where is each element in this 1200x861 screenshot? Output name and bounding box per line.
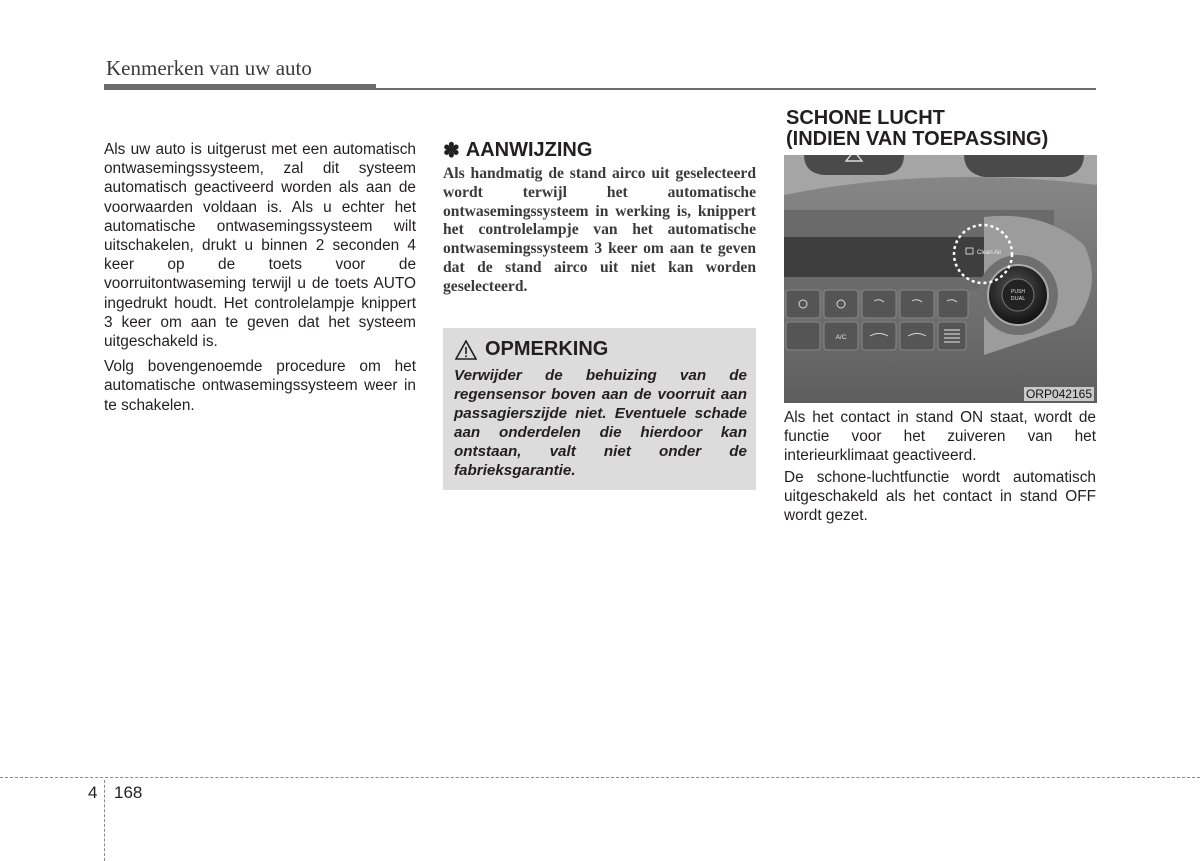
section-heading-line: (INDIEN VAN TOEPASSING) xyxy=(786,128,1049,150)
note-heading xyxy=(443,138,756,163)
footer-divider xyxy=(104,780,105,861)
climate-panel-illustration xyxy=(784,155,1097,403)
header-rule-thick xyxy=(104,84,376,90)
push-label: PUSH xyxy=(1011,289,1025,295)
page-number: 168 xyxy=(114,783,143,802)
photo-code: ORP042165 xyxy=(1025,387,1092,401)
ac-label: A/C xyxy=(835,334,847,341)
column-3-text xyxy=(784,408,1096,527)
chapter-number: 4 xyxy=(88,783,98,802)
warning-triangle-icon xyxy=(455,340,477,360)
warning-box xyxy=(443,328,756,490)
warning-body: Verwijder de behuizing van de regensensor boven aan de voorruit aan passagierszijde niet. Eventuele schade aan onderdelen die hierdoor kan ontstaan, valt niet onder de fabrieksgarantie. xyxy=(454,367,747,479)
note-section xyxy=(443,138,756,297)
climate-panel-photo xyxy=(784,155,1097,403)
note-body: Als handmatig de stand airco uit geselecteerd wordt terwijl het automatische ontwasemingssysteem in werking is, knippert het controlelampje van het automatische ontwasemingssysteem 3 keer om aan te geven dat de stand airco uit niet kan worden geselecteerd. xyxy=(443,165,756,295)
section-heading xyxy=(786,108,1048,150)
header-rule-thin xyxy=(376,88,1096,90)
column-1 xyxy=(104,140,416,421)
note-heading-label: AANWIJZING xyxy=(465,139,593,161)
paragraph: Als uw auto is uitgerust met een automatisch ontwasemingssysteem, zal dit systeem automatisch geactiveerd worden als aan de voorwaarden voldaan is. Als u echter het automatische ontwasemingssysteem wilt uitschakelen, drukt u binnen 2 seconden 4 keer op de toets voor de voorruitontwaseming terwijl u de toets AUTO ingedrukt houdt. Het controlelampje knippert 3 keer om aan te geven dat het systeem uitgeschakeld is. xyxy=(104,141,416,351)
paragraph: De schone-luchtfunctie wordt automatisch uitgeschakeld als het contact in stand OFF wordt gezet. xyxy=(784,468,1096,525)
asterisk-icon: ✽ xyxy=(443,140,460,162)
section-heading-line: SCHONE LUCHT xyxy=(786,107,945,129)
footer-rule xyxy=(0,777,1200,778)
dual-label: DUAL xyxy=(1010,296,1026,302)
paragraph: Als het contact in stand ON staat, wordt de functie voor het zuiveren van het interieurklimaat geactiveerd. xyxy=(784,409,1096,465)
warning-heading xyxy=(455,338,608,361)
running-header: Kenmerken van uw auto xyxy=(106,56,312,80)
warning-heading-label: OPMERKING xyxy=(485,338,609,360)
clean-air-label: Clean Air xyxy=(977,250,1002,256)
paragraph: Volg bovengenoemde procedure om het automatische ontwasemingssysteem weer in te schakelen. xyxy=(104,358,416,414)
